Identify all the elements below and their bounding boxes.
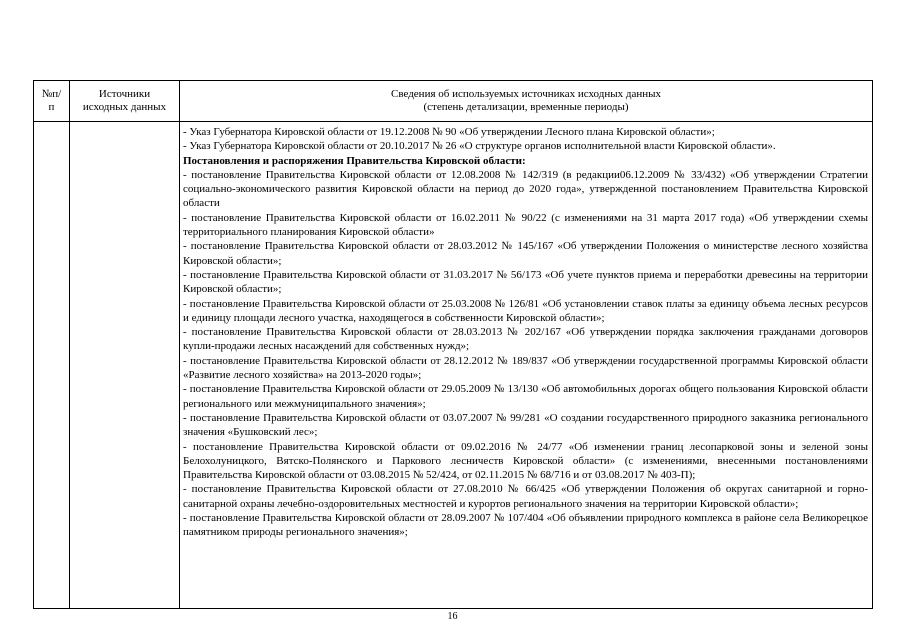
header-sources [70, 81, 180, 122]
header-info-line-2: (степень детализации, временные периоды) [423, 101, 629, 113]
page-number: 16 [447, 611, 458, 622]
list-item: - постановление Правительства Кировской области от 27.08.2010 № 66/425 «Об утверждении Положения об округах санитарной и горно-санитарной охраны лечебно-оздоровительных местностей и курортов регионального значения на территории Кировской области»; [183, 483, 868, 510]
list-item: - Указ Губернатора Кировской области от 20.10.2017 № 26 «О структуре органов исполнительной власти Кировской области». [183, 140, 776, 153]
list-item: - постановление Правительства Кировской области от 16.02.2011 № 90/22 (с изменениями на 31 марта 2017 года) «Об утверждении схемы территориального планирования Кировской области» [183, 211, 868, 239]
header-info-line-1: Сведения об используемых источниках исходных данных [391, 88, 661, 100]
list-item: - постановление Правительства Кировской области от 28.03.2012 № 145/167 «Об утверждении Положения о министерстве лесного хозяйства Кировской области»; [183, 240, 868, 267]
list-item: - постановление Правительства Кировской области от 28.03.2013 № 202/167 «Об утверждении порядка заключения гражданами договоров купли-продажи лесных насаждений для собственных нужд»; [183, 326, 868, 353]
cell-sources [70, 122, 180, 609]
header-number-line-1: №п/ [41, 88, 62, 100]
list-item: - постановление Правительства Кировской области от 31.03.2017 № 56/173 «Об учете пунктов приема и переработки древесины на территории Кировской области»; [183, 268, 868, 296]
header-number [34, 81, 70, 122]
list-item: - постановление Правительства Кировской области от 25.03.2008 № 126/81 «Об установлении ставок платы за единицу объема лесных ресурсов и единицу площади лесного участка, находящегося в собственности Кировской области»; [183, 297, 868, 324]
list-item: - постановление Правительства Кировской области от 09.02.2016 № 24/77 «Об изменении границ лесопарковой зоны и зеленой зоны Белохолуницкого, Вятско-Полянского и Паркового лесничеств Кировской области» (с изменениями, внесенными постановлениями Правительства Кировской области от 03.08.2015 № 52/424, от 02.11.2015 № 68/716 и от 03.08.2017 № 403-П); [183, 440, 868, 482]
table-header-row [34, 81, 873, 122]
header-number-line-2: п [48, 101, 55, 113]
cell-info [180, 122, 873, 609]
list-item: - постановление Правительства Кировской области от 29.05.2009 № 13/130 «Об автомобильных дорогах общего пользования Кировской области регионального или межмуниципального значения»; [183, 383, 868, 410]
list-item: - постановление Правительства Кировской области от 12.08.2008 № 142/319 (в редакции06.12.2009 № 33/432) «Об утверждении Стратегии социально-экономического развития Кировской области на период до 2020 года», утвержденной постановлением Правительства Кировской области [183, 168, 868, 210]
table-row [34, 122, 873, 609]
cell-number [34, 122, 70, 609]
list-item: - постановление Правительства Кировской области от 28.12.2012 № 189/837 «Об утверждении государственной программы Кировской области «Развитие лесного хозяйства» на 2013-2020 годы»; [183, 354, 868, 382]
sources-table [33, 80, 873, 609]
header-sources-line-1: Источники [98, 88, 151, 100]
section-heading: Постановления и распоряжения Правительства Кировской области: [183, 154, 526, 167]
list-item: - постановление Правительства Кировской области от 28.09.2007 № 107/404 «Об объявлении природного комплекса в районе села Великорецкое памятником природы регионального значения»; [183, 512, 868, 539]
header-info [180, 81, 873, 122]
list-item: - постановление Правительства Кировской области от 03.07.2007 № 99/281 «О создании государственного природного заказника регионального значения «Бушковский лес»; [183, 411, 868, 439]
list-item: - Указ Губернатора Кировской области от 19.12.2008 № 90 «Об утверждении Лесного плана Кировской области»; [183, 126, 715, 138]
header-sources-line-2: исходных данных [82, 101, 167, 113]
